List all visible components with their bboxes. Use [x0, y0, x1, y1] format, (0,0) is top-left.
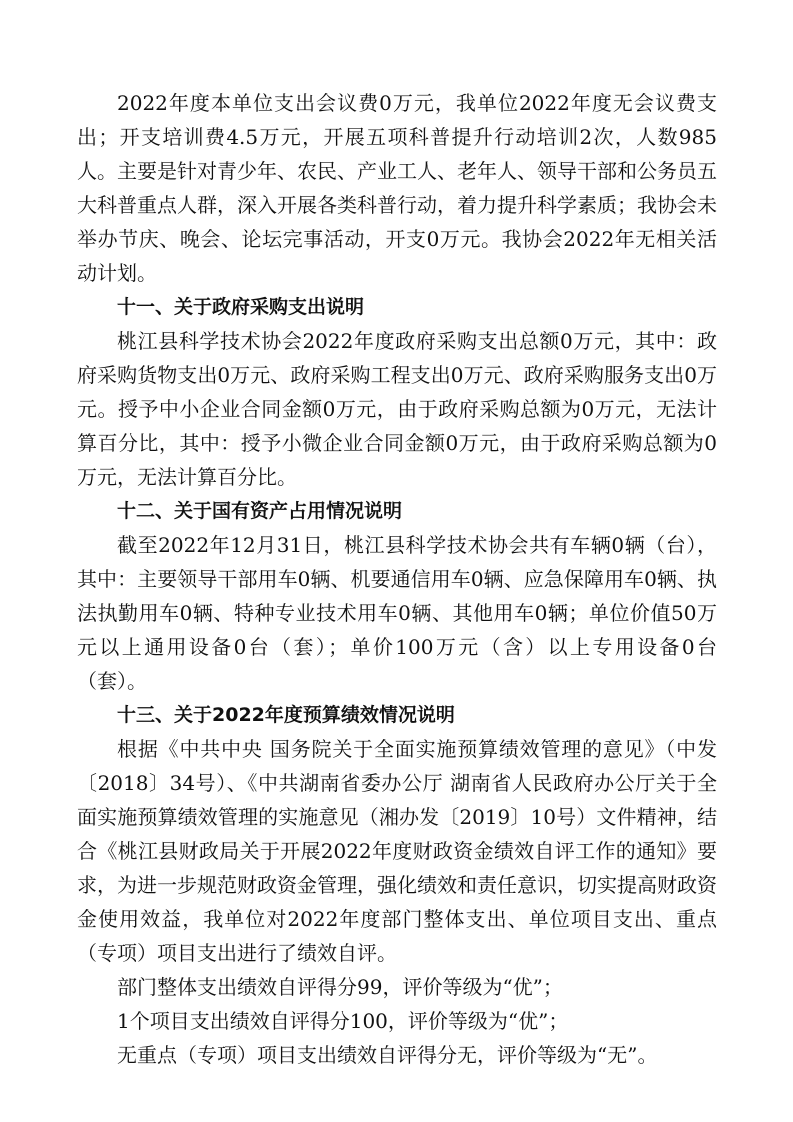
paragraph-budget-performance: 根据《中共中央 国务院关于全面实施预算绩效管理的意见》（中发〔2018〕34号）、《中共湖南省委办公厅 湖南省人民政府办公厅关于全面实施预算绩效管理的实施意见（湘办发〔2019〕10号）文件精神，结合《桃江县财政局关于开展2022年度财政资金绩效自评工作的通知》要求，为进一步规范财政资金管理，强化绩效和责任意识，切实提高财政资金使用效益，我单位对2022年度部门整体支出、单位项目支出、重点（专项）项目支出进行了绩效自评。 — [77, 737, 717, 965]
document-page — [77, 86, 717, 1072]
score-project-expenditure: 1个项目支出绩效自评得分100，评价等级为“优”； — [117, 1009, 569, 1033]
paragraph-state-assets: 截至2022年12月31日，桃江县科学技术协会共有车辆0辆（台），其中：主要领导干部用车0辆、机要通信用车0辆、应急保障用车0辆、执法执勤用车0辆、特种专业技术用车0辆、其他用车0辆；单位价值50万元以上通用设备0台（套）；单价100万元（含）以上专用设备0台（套）。 — [77, 533, 717, 693]
score-key-project-expenditure: 无重点（专项）项目支出绩效自评得分无，评价等级为“无”。 — [117, 1043, 658, 1067]
paragraph-meeting-training-expenses: 2022年度本单位支出会议费0万元，我单位2022年度无会议费支出；开支培训费4.5万元，开展五项科普提升行动培训2次，人数985人。主要是针对青少年、农民、产业工人、老年人、领导干部和公务员五大科普重点人群，深入开展各类科普行动，着力提升科学素质；我协会未举办节庆、晚会、论坛完事活动，开支0万元。我协会2022年无相关活动计划。 — [77, 91, 717, 285]
score-overall-expenditure: 部门整体支出绩效自评得分99，评价等级为“优”； — [117, 975, 563, 999]
section-heading-13: 十三、关于2022年度预算绩效情况说明 — [117, 704, 455, 726]
section-heading-12: 十二、关于国有资产占用情况说明 — [117, 500, 403, 522]
section-heading-11: 十一、关于政府采购支出说明 — [117, 296, 365, 318]
paragraph-government-procurement: 桃江县科学技术协会2022年度政府采购支出总额0万元，其中：政府采购货物支出0万元、政府采购工程支出0万元、政府采购服务支出0万元。授予中小企业合同金额0万元，由于政府采购总额为0万元，无法计算百分比，其中：授予小微企业合同金额0万元，由于政府采购总额为0万元，无法计算百分比。 — [77, 329, 717, 489]
